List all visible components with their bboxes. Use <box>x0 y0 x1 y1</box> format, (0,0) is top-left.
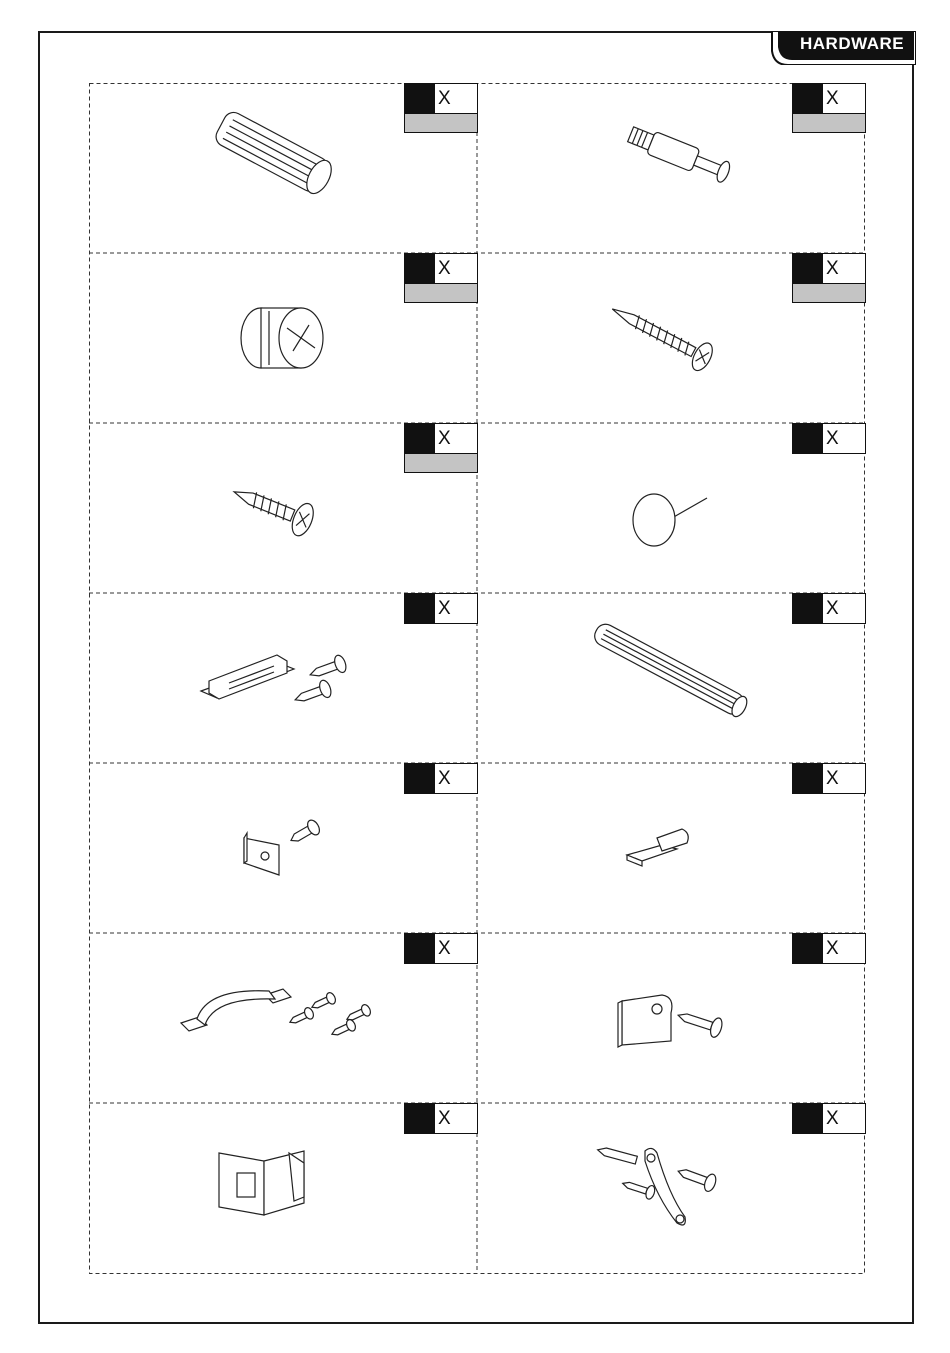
part-cell-5 <box>89 423 477 593</box>
quantity-label: X <box>826 768 839 789</box>
part-cell-1 <box>89 83 477 253</box>
long-dowel-icon <box>477 593 865 763</box>
part-cell-2 <box>477 83 865 253</box>
part-cell-9 <box>89 763 477 933</box>
part-cell-12 <box>477 933 865 1103</box>
quantity-label: X <box>438 88 451 109</box>
part-cell-14 <box>477 1103 865 1273</box>
corner-bracket-icon <box>89 763 477 933</box>
quantity-label: X <box>438 768 451 789</box>
part-cell-4 <box>477 253 865 423</box>
part-cell-13 <box>89 1103 477 1273</box>
long-screw-icon <box>477 253 865 423</box>
quantity-label: X <box>438 938 451 959</box>
anti-tip-kit-icon <box>477 1103 865 1273</box>
part-cell-7 <box>89 593 477 763</box>
part-cell-8 <box>477 593 865 763</box>
quantity-label: X <box>438 258 451 279</box>
quantity-label: X <box>826 938 839 959</box>
door-handle-icon <box>89 933 477 1103</box>
cam-lock-icon <box>89 253 477 423</box>
cam-bolt-icon <box>477 83 865 253</box>
hinge-icon <box>89 1103 477 1273</box>
part-cell-10 <box>477 763 865 933</box>
shelf-pin-icon <box>477 763 865 933</box>
quantity-label: X <box>438 428 451 449</box>
quantity-label: X <box>826 88 839 109</box>
quantity-label: X <box>438 598 451 619</box>
magnetic-catch-icon <box>89 593 477 763</box>
mounting-plate-icon <box>477 933 865 1103</box>
quantity-label: X <box>826 598 839 619</box>
parts-cells <box>89 83 865 1274</box>
part-cell-3 <box>89 253 477 423</box>
section-label: HARDWARE <box>800 34 905 53</box>
part-cell-11 <box>89 933 477 1103</box>
short-screw-icon <box>89 423 477 593</box>
nail-tack-icon <box>477 423 865 593</box>
quantity-label: X <box>826 258 839 279</box>
wood-dowel-icon <box>89 83 477 253</box>
quantity-label: X <box>826 428 839 449</box>
part-cell-6 <box>477 423 865 593</box>
quantity-label: X <box>826 1108 839 1129</box>
quantity-label: X <box>438 1108 451 1129</box>
